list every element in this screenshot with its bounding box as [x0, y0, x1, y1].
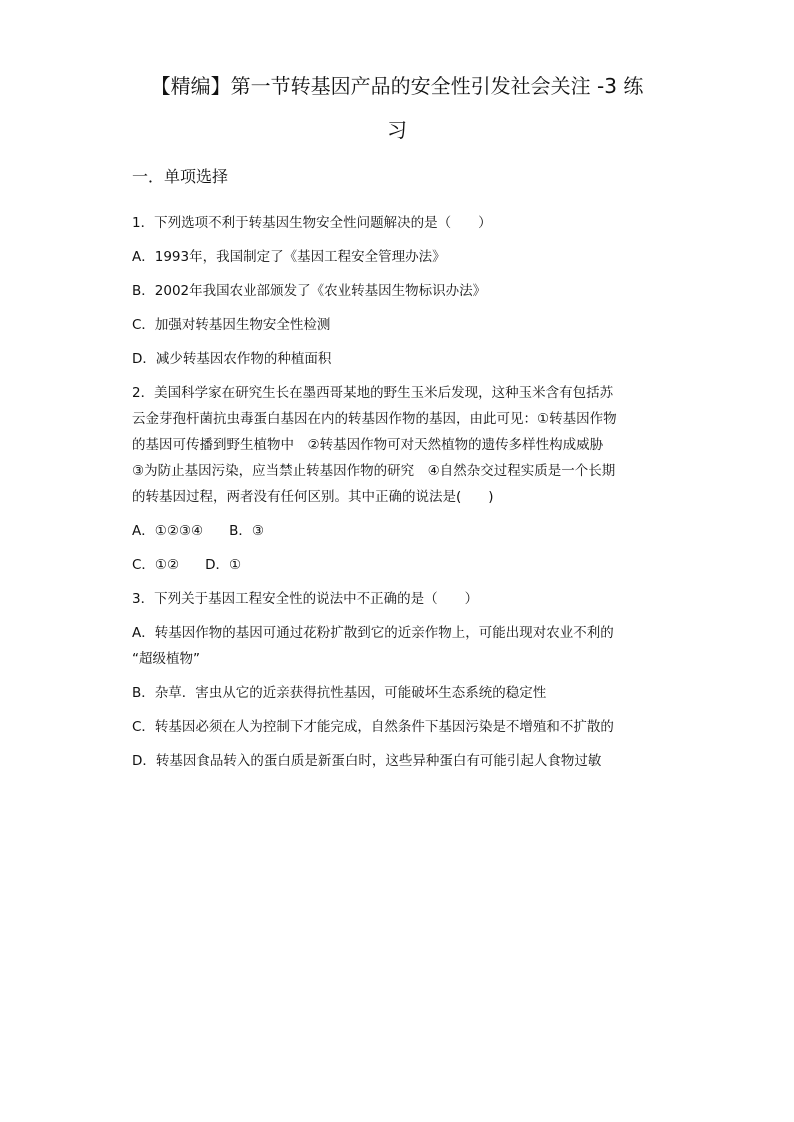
question-2-options-row-2: [132, 552, 672, 578]
question-2-option-a: A．①②③④: [132, 523, 204, 539]
question-2-stem-line-5: 的转基因过程，两者没有任何区别。其中正确的说法是( ): [132, 489, 494, 505]
question-2-option-c: C．①②: [132, 557, 180, 573]
question-1-option-b: B．2002年我国农业部颁发了《农业转基因生物标识办法》: [132, 283, 487, 299]
question-1-option-c: C．加强对转基因生物安全性检测: [132, 317, 331, 333]
question-1-option-a: A．1993年，我国制定了《基因工程安全管理办法》: [132, 249, 446, 265]
question-3-option-c: C．转基因必须在人为控制下才能完成，自然条件下基因污染是不增殖和不扩散的: [132, 719, 614, 735]
question-3-option-d: D．转基因食品转入的蛋白质是新蛋白时，这些异种蛋白有可能引起人食物过敏: [132, 753, 602, 769]
question-2-option-b: B．③: [229, 523, 265, 539]
question-2-stem-line-4: ③为防止基因污染，应当禁止转基因作物的研究 ④自然杂交过程实质是一个长期: [132, 463, 616, 479]
document-title: [110, 64, 684, 152]
question-3-option-a-line-1: A．转基因作物的基因可通过花粉扩散到它的近亲作物上，可能出现对农业不利的: [132, 625, 614, 641]
question-3-option-a: [132, 620, 672, 672]
question-3-stem: 3．下列关于基因工程安全性的说法中不正确的是（ ）: [132, 591, 479, 607]
question-1-stem: 1．下列选项不利于转基因生物安全性问题解决的是（ ）: [132, 215, 492, 231]
question-list: [132, 210, 672, 782]
question-2-options-row-1: [132, 518, 672, 544]
title-line-2: 习: [387, 118, 407, 142]
question-2-stem-line-3: 的基因可传播到野生植物中 ②转基因作物可对天然植物的遗传多样性构成威胁: [132, 437, 604, 453]
title-line-1: 【精编】第一节转基因产品的安全性引发社会关注 -3 练: [150, 74, 644, 98]
question-2-stem-line-2: 云金芽孢杆菌抗虫毒蛋白基因在内的转基因作物的基因，由此可见：①转基因作物: [132, 411, 617, 427]
question-2-option-d: D．①: [205, 557, 242, 573]
question-3-option-a-line-2: “超级植物”: [132, 651, 200, 667]
question-3-option-b: B．杂草．害虫从它的近亲获得抗性基因，可能破坏生态系统的稳定性: [132, 685, 547, 701]
question-2-stem-line-1: 2．美国科学家在研究生长在墨西哥某地的野生玉米后发现，这种玉米含有包括苏: [132, 385, 614, 401]
question-3: [132, 586, 672, 774]
question-1-option-d: D．减少转基因农作物的种植面积: [132, 351, 332, 367]
question-1: [132, 210, 672, 372]
question-2-stem: [132, 380, 672, 510]
question-2: [132, 380, 672, 578]
section-heading: 一．单项选择: [132, 167, 229, 186]
